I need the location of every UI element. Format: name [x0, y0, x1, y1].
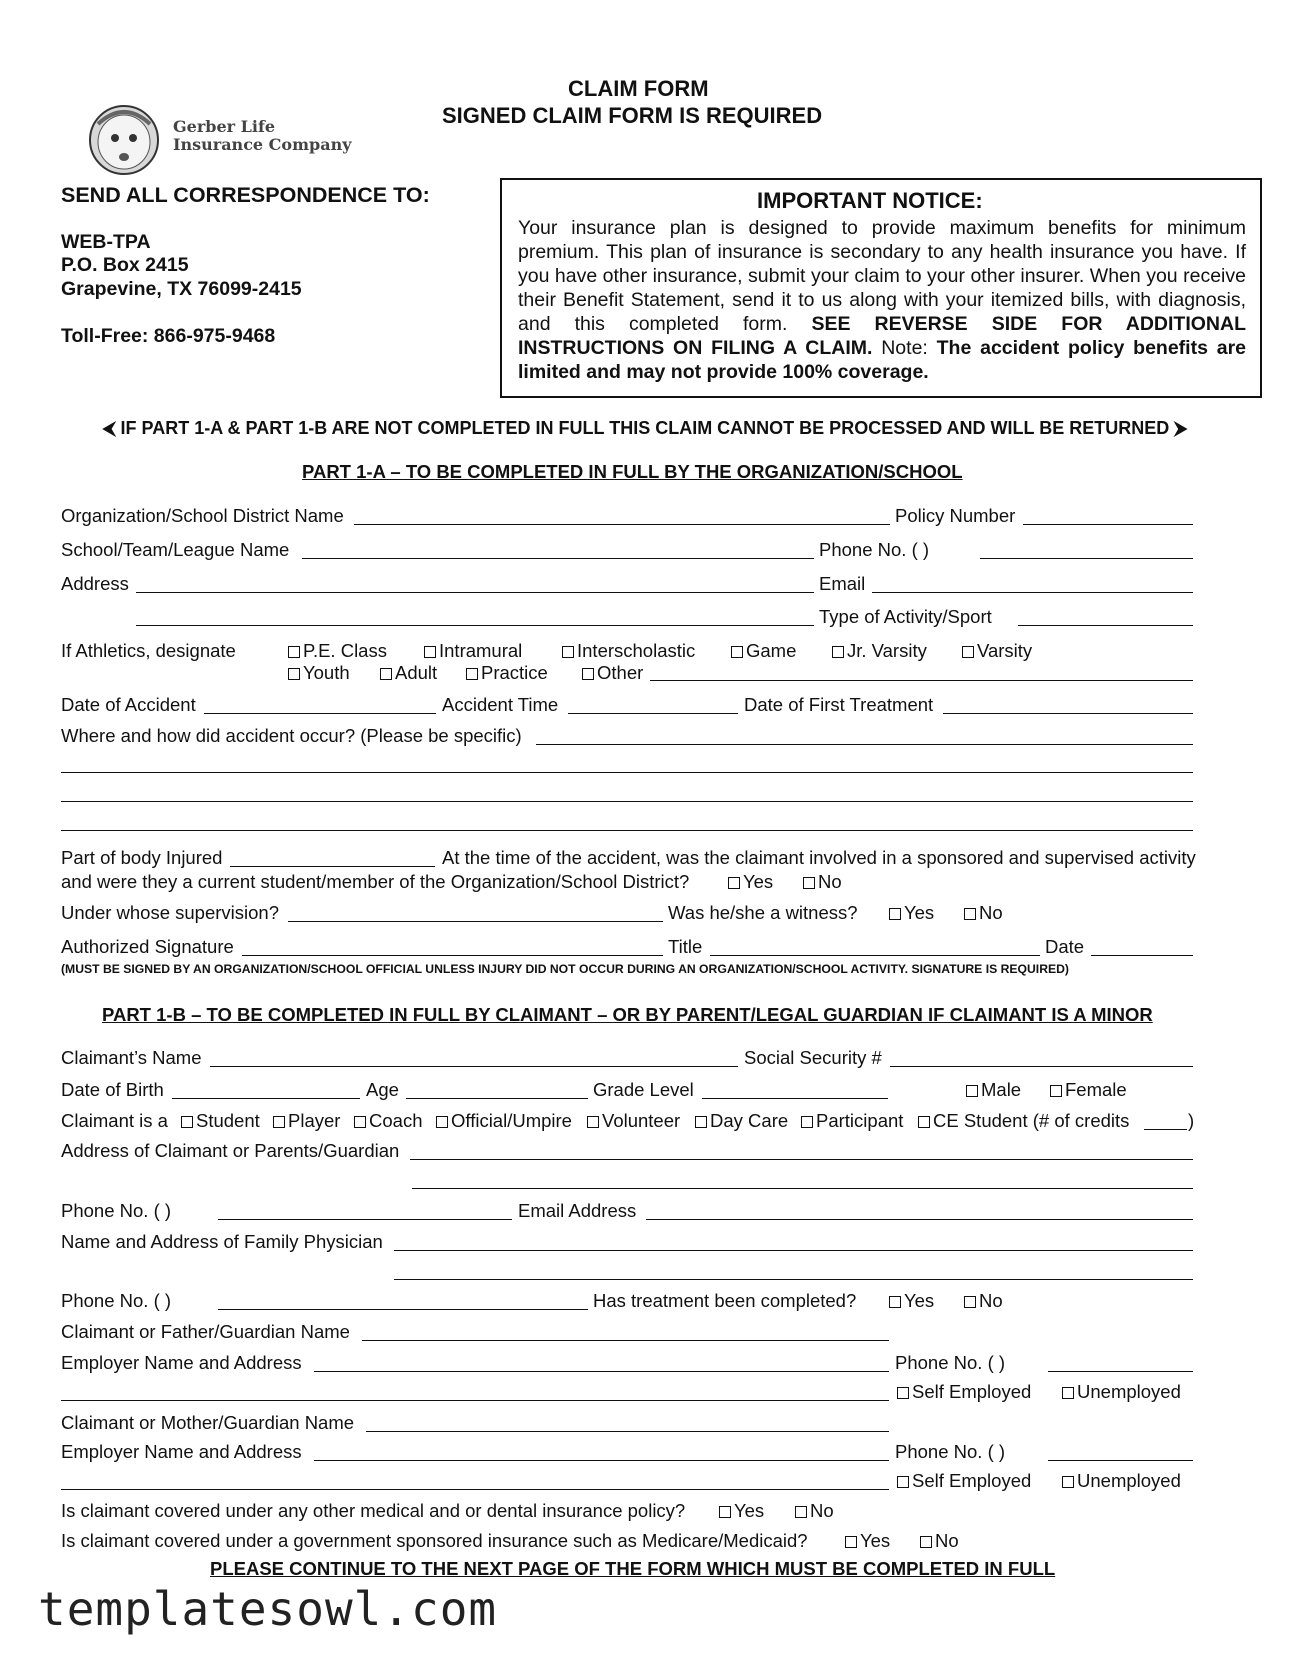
athletics-interscholastic[interactable]: Interscholastic: [562, 640, 695, 662]
form-subtitle: SIGNED CLAIM FORM IS REQUIRED: [442, 103, 823, 128]
athletics-intramural[interactable]: Intramural: [424, 640, 522, 662]
team-name-label: School/Team/League Name: [61, 539, 290, 560]
checkbox-icon[interactable]: [889, 1296, 901, 1308]
incomplete-warning: ⮜ IF PART 1-A & PART 1-B ARE NOT COMPLETED IN FULL THIS CLAIM CANNOT BE PROCESSED AND WILL BE RETURNED ⮞: [102, 418, 1188, 438]
first-treatment-label: Date of First Treatment: [744, 694, 934, 715]
age-label: Age: [366, 1079, 399, 1100]
claimant-player[interactable]: Player: [273, 1110, 340, 1132]
company-logo: [86, 102, 170, 183]
claimant-name-label: Claimant’s Name: [61, 1047, 202, 1068]
treatment-question: Has treatment been completed?: [593, 1290, 857, 1311]
mother-name-label: Claimant or Mother/Guardian Name: [61, 1412, 355, 1433]
mother-name-field[interactable]: [366, 1431, 889, 1432]
checkbox-icon[interactable]: [288, 668, 300, 680]
where-how-field-2[interactable]: [61, 772, 1193, 773]
checkbox-icon[interactable]: [587, 1116, 599, 1128]
checkbox-icon[interactable]: [889, 908, 901, 920]
correspondence-city: Grapevine, TX 76099-2415: [61, 278, 302, 300]
father-self-employed[interactable]: Self Employed: [897, 1381, 1031, 1403]
age-field[interactable]: [406, 1098, 588, 1099]
where-how-field-4[interactable]: [61, 830, 1193, 831]
father-employer-field[interactable]: [314, 1371, 889, 1372]
checkbox-icon[interactable]: [964, 1296, 976, 1308]
part-1b-heading: PART 1-B – TO BE COMPLETED IN FULL BY CLAIMANT – OR BY PARENT/LEGAL GUARDIAN IF CLAIMANT IS A MINOR: [102, 1004, 1153, 1025]
physician-field[interactable]: [394, 1250, 1193, 1251]
org-phone-label: Phone No. ( ): [819, 539, 930, 560]
signature-date-label: Date: [1045, 936, 1085, 957]
dob-field[interactable]: [172, 1098, 360, 1099]
checkbox-icon[interactable]: [801, 1116, 813, 1128]
checkbox-icon[interactable]: [832, 646, 844, 658]
claimant-coach[interactable]: Coach: [354, 1110, 422, 1132]
athletics-game[interactable]: Game: [731, 640, 796, 662]
member-yes[interactable]: Yes: [728, 871, 773, 893]
athletics-pe-class[interactable]: P.E. Class: [288, 640, 387, 662]
claimant-email-label: Email Address: [518, 1200, 637, 1221]
checkbox-icon[interactable]: [466, 668, 478, 680]
ce-credits-field[interactable]: [1144, 1129, 1187, 1130]
supervision-label: Under whose supervision?: [61, 902, 280, 923]
claimant-official[interactable]: Official/Umpire: [436, 1110, 572, 1132]
watermark: templatesowl.com: [38, 1582, 498, 1636]
mother-unemployed[interactable]: Unemployed: [1062, 1470, 1181, 1492]
checkbox-icon[interactable]: [1050, 1085, 1062, 1097]
claimant-name-field[interactable]: [210, 1066, 738, 1067]
org-email-label: Email: [819, 573, 866, 594]
org-address-field-2[interactable]: [136, 625, 814, 626]
checkbox-icon[interactable]: [436, 1116, 448, 1128]
org-name-field[interactable]: [354, 524, 890, 525]
mother-self-employed[interactable]: Self Employed: [897, 1470, 1031, 1492]
grade-field[interactable]: [702, 1098, 888, 1099]
father-employer-label: Employer Name and Address: [61, 1352, 302, 1373]
athletics-jr-varsity[interactable]: Jr. Varsity: [832, 640, 927, 662]
activity-label: Type of Activity/Sport: [819, 606, 992, 627]
witness-label: Was he/she a witness?: [668, 902, 858, 923]
gender-male[interactable]: Male: [966, 1079, 1021, 1101]
father-name-label: Claimant or Father/Guardian Name: [61, 1321, 350, 1342]
baby-face-logo-icon: [86, 102, 170, 178]
gov-insurance-question: Is claimant covered under a government sponsored insurance such as Medicare/Medicaid?: [61, 1530, 808, 1551]
treatment-yes[interactable]: Yes: [889, 1290, 934, 1312]
father-phone-field[interactable]: [1048, 1371, 1193, 1372]
athletics-other-field[interactable]: [650, 680, 1193, 681]
form-title: CLAIM FORM: [568, 76, 709, 101]
physician-phone-field[interactable]: [218, 1309, 588, 1310]
where-how-field-3[interactable]: [61, 801, 1193, 802]
athletics-other[interactable]: Other: [582, 662, 643, 684]
father-phone-label: Phone No. ( ): [895, 1352, 1006, 1373]
father-unemployed[interactable]: Unemployed: [1062, 1381, 1181, 1403]
athletics-varsity[interactable]: Varsity: [962, 640, 1032, 662]
checkbox-icon[interactable]: [288, 646, 300, 658]
correspondence-name: WEB-TPA: [61, 231, 151, 253]
claimant-email-field[interactable]: [646, 1219, 1193, 1220]
policy-number-label: Policy Number: [895, 505, 1016, 526]
checkbox-icon[interactable]: [897, 1476, 909, 1488]
supervision-field[interactable]: [288, 921, 663, 922]
checkbox-icon[interactable]: [964, 908, 976, 920]
mother-phone-field[interactable]: [1048, 1460, 1193, 1461]
claimant-phone-label: Phone No. ( ): [61, 1200, 172, 1221]
toll-free-phone: Toll-Free: 866-975-9468: [61, 325, 276, 347]
checkbox-icon[interactable]: [181, 1116, 193, 1128]
mother-employer-label: Employer Name and Address: [61, 1441, 302, 1462]
ssn-label: Social Security #: [744, 1047, 882, 1068]
checkbox-icon[interactable]: [918, 1116, 930, 1128]
org-email-field[interactable]: [872, 592, 1193, 593]
checkbox-icon[interactable]: [803, 877, 815, 889]
claimant-student[interactable]: Student: [181, 1110, 260, 1132]
checkbox-icon[interactable]: [273, 1116, 285, 1128]
policy-number-field[interactable]: [1023, 524, 1193, 525]
authorized-signature-label: Authorized Signature: [61, 936, 234, 957]
claimant-address-field-2[interactable]: [412, 1188, 1193, 1189]
sponsored-question: At the time of the accident, was the claimant involved in a sponsored and supervised activity: [442, 847, 1196, 868]
gender-female[interactable]: Female: [1050, 1079, 1127, 1101]
org-address-label: Address: [61, 573, 129, 594]
claimant-phone-field[interactable]: [218, 1219, 512, 1220]
mother-employer-field-2[interactable]: [61, 1489, 889, 1490]
correspondence-po-box: P.O. Box 2415: [61, 254, 189, 276]
checkbox-icon[interactable]: [582, 668, 594, 680]
where-how-label: Where and how did accident occur? (Please be specific): [61, 725, 522, 746]
grade-label: Grade Level: [593, 1079, 694, 1100]
body-part-label: Part of body Injured: [61, 847, 223, 868]
physician-field-2[interactable]: [394, 1279, 1193, 1280]
logo-text: Gerber Life Insurance Company: [173, 117, 352, 154]
checkbox-icon[interactable]: [380, 668, 392, 680]
checkbox-icon[interactable]: [795, 1506, 807, 1518]
other-insurance-no[interactable]: No: [795, 1500, 834, 1522]
authorized-signature-field[interactable]: [242, 955, 663, 956]
claimant-address-field[interactable]: [410, 1159, 1193, 1160]
notice-body: Your insurance plan is designed to provide maximum benefits for minimum premium. This plan of insurance is secondary to any health insurance you have. If you have other insurance, submit your claim to your other insurer. When you receive their Benefit Statement, send it to us along with your itemized bills, with diagnosis, and this completed form. SEE REVERSE SIDE FOR ADDITIONAL INSTRUCTIONS ON FILING A CLAIM. Note: The accident policy benefits are limited and may not provide 100% coverage.: [518, 217, 1247, 383]
ssn-field[interactable]: [890, 1066, 1193, 1067]
signer-title-label: Title: [668, 936, 703, 957]
important-notice-box: [500, 178, 1262, 398]
claimant-volunteer[interactable]: Volunteer: [587, 1110, 680, 1132]
other-insurance-yes[interactable]: Yes: [719, 1500, 764, 1522]
checkbox-icon[interactable]: [845, 1536, 857, 1548]
where-how-field[interactable]: [536, 744, 1193, 745]
member-question: and were they a current student/member of the Organization/School District?: [61, 871, 690, 892]
checkbox-icon[interactable]: [731, 646, 743, 658]
claimant-day-care[interactable]: Day Care: [695, 1110, 788, 1132]
treatment-no[interactable]: No: [964, 1290, 1003, 1312]
member-no[interactable]: No: [803, 871, 842, 893]
father-employer-field-2[interactable]: [61, 1400, 889, 1401]
org-address-field[interactable]: [136, 592, 814, 593]
checkbox-icon[interactable]: [897, 1387, 909, 1399]
witness-yes[interactable]: Yes: [889, 902, 934, 924]
part-1a-heading: PART 1-A – TO BE COMPLETED IN FULL BY THE ORGANIZATION/SCHOOL: [302, 461, 963, 482]
checkbox-icon[interactable]: [424, 646, 436, 658]
father-name-field[interactable]: [362, 1340, 889, 1341]
team-name-field[interactable]: [302, 558, 814, 559]
activity-field[interactable]: [1018, 625, 1193, 626]
checkbox-icon[interactable]: [920, 1536, 932, 1548]
athletics-adult[interactable]: Adult: [380, 662, 437, 684]
checkbox-icon[interactable]: [1062, 1476, 1074, 1488]
physician-phone-label: Phone No. ( ): [61, 1290, 172, 1311]
checkbox-icon[interactable]: [962, 646, 974, 658]
claimant-is-label: Claimant is a: [61, 1110, 168, 1131]
signer-title-field[interactable]: [710, 955, 1040, 956]
signature-note: (MUST BE SIGNED BY AN ORGANIZATION/SCHOOL OFFICIAL UNLESS INJURY DID NOT OCCUR DURING AN ORGANIZATION/SCHOOL ACTIVITY. SIGNATURE IS REQUIRED): [61, 962, 1069, 976]
checkbox-icon[interactable]: [728, 877, 740, 889]
mother-phone-label: Phone No. ( ): [895, 1441, 1006, 1462]
org-name-label: Organization/School District Name: [61, 505, 344, 526]
accident-time-label: Accident Time: [442, 694, 559, 715]
claimant-ce-student[interactable]: CE Student (# of credits: [918, 1110, 1129, 1132]
checkbox-icon[interactable]: [695, 1116, 707, 1128]
org-phone-field[interactable]: [980, 558, 1193, 559]
witness-no[interactable]: No: [964, 902, 1003, 924]
physician-label: Name and Address of Family Physician: [61, 1231, 383, 1252]
gov-insurance-yes[interactable]: Yes: [845, 1530, 890, 1552]
first-treatment-field[interactable]: [943, 713, 1193, 714]
gov-insurance-no[interactable]: No: [920, 1530, 959, 1552]
date-accident-field[interactable]: [204, 713, 436, 714]
checkbox-icon[interactable]: [354, 1116, 366, 1128]
athletics-youth[interactable]: Youth: [288, 662, 350, 684]
dob-label: Date of Birth: [61, 1079, 164, 1100]
date-accident-label: Date of Accident: [61, 694, 196, 715]
notice-heading: IMPORTANT NOTICE:: [757, 188, 983, 213]
mother-employer-field[interactable]: [314, 1460, 889, 1461]
checkbox-icon[interactable]: [719, 1506, 731, 1518]
body-part-field[interactable]: [230, 866, 435, 867]
athletics-practice[interactable]: Practice: [466, 662, 548, 684]
checkbox-icon[interactable]: [966, 1085, 978, 1097]
signature-date-field[interactable]: [1091, 955, 1193, 956]
ce-credits-close: ): [1188, 1110, 1195, 1131]
claimant-participant[interactable]: Participant: [801, 1110, 903, 1132]
accident-time-field[interactable]: [568, 713, 738, 714]
athletics-label: If Athletics, designate: [61, 640, 236, 661]
correspondence-heading: SEND ALL CORRESPONDENCE TO:: [61, 183, 430, 207]
continue-note: PLEASE CONTINUE TO THE NEXT PAGE OF THE FORM WHICH MUST BE COMPLETED IN FULL: [210, 1558, 1056, 1579]
checkbox-icon[interactable]: [562, 646, 574, 658]
claimant-address-label: Address of Claimant or Parents/Guardian: [61, 1140, 400, 1161]
checkbox-icon[interactable]: [1062, 1387, 1074, 1399]
other-insurance-question: Is claimant covered under any other medical and or dental insurance policy?: [61, 1500, 686, 1521]
